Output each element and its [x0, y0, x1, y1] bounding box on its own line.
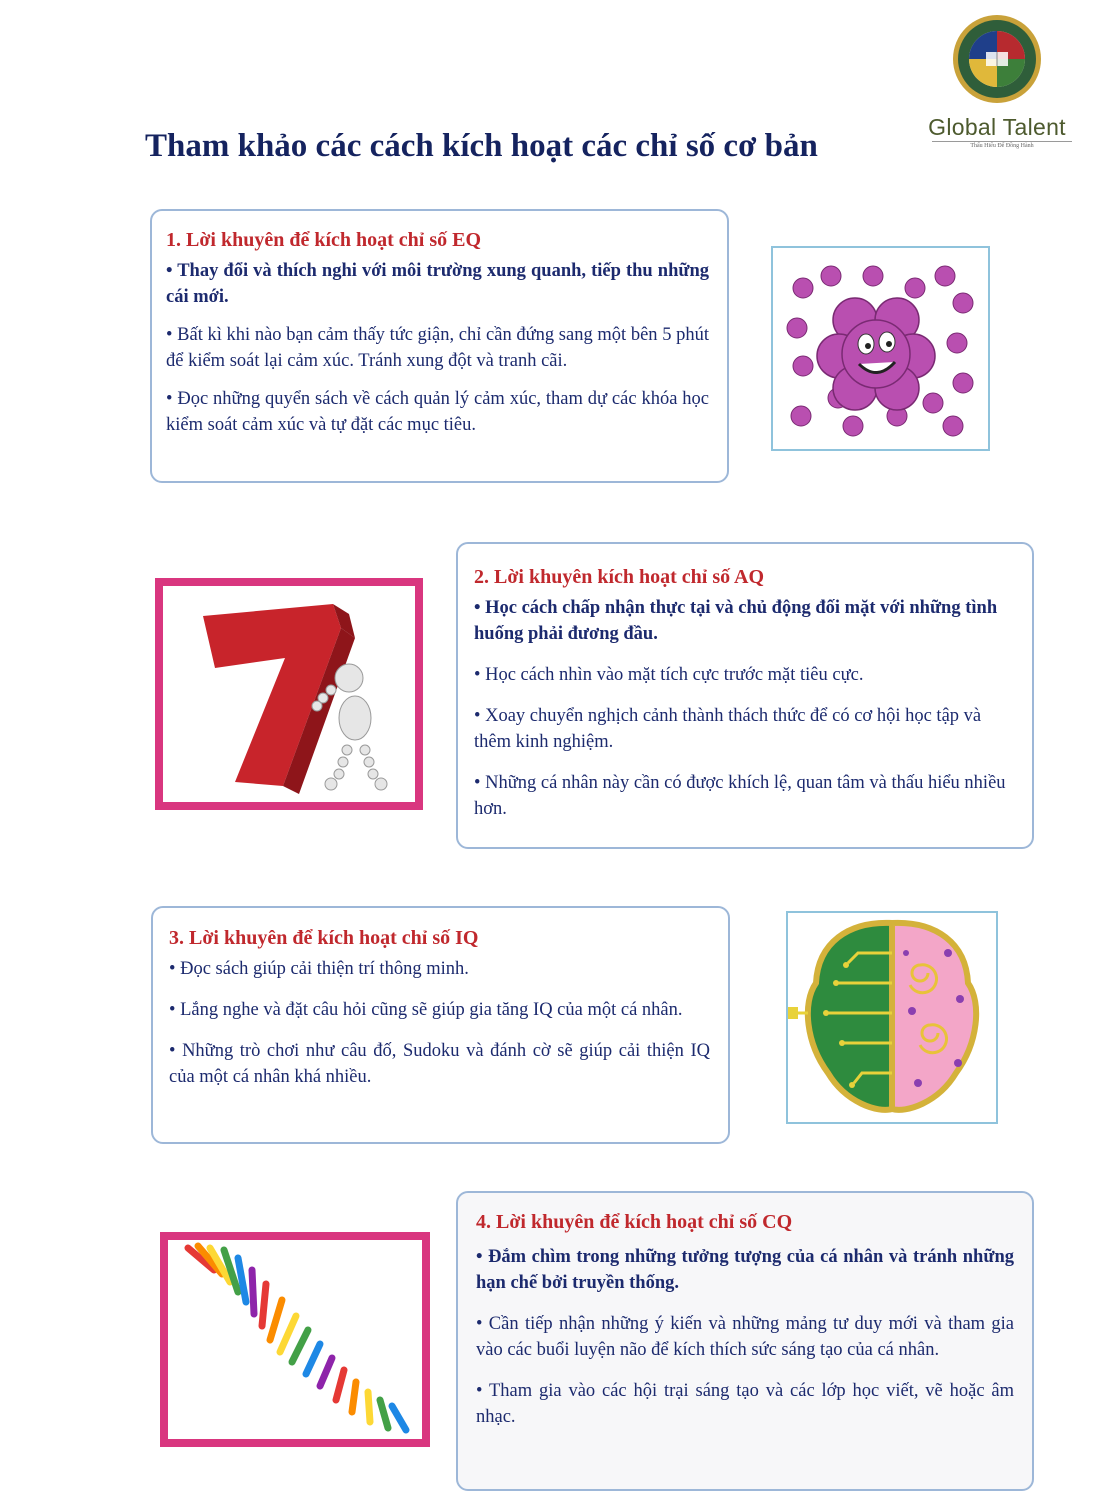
- section-iq-card: [151, 906, 730, 1144]
- number-seven-figure-illustration: [155, 578, 423, 810]
- logo-tagline: Thấu Hiểu Để Đồng Hành: [932, 141, 1072, 149]
- section-cq-card: [456, 1191, 1034, 1491]
- section-eq-item: • Bất kì khi nào bạn cảm thấy tức giận, chỉ cần đứng sang một bên 5 phút để kiểm soát lại cảm xúc. Tránh xung đột và tranh cãi.: [166, 325, 709, 371]
- section-iq-item: • Những trò chơi như câu đố, Sudoku và đánh cờ sẽ giúp cải thiện IQ của một cá nhân khá nhiều.: [169, 1041, 710, 1087]
- section-eq-item: • Đọc những quyển sách về cách quản lý cảm xúc, tham dự các khóa học kiểm soát cảm xúc và tự đặt các mục tiêu.: [166, 389, 709, 435]
- pencil-dna-illustration: [160, 1232, 430, 1447]
- section-aq-item: • Những cá nhân này cần có được khích lệ, quan tâm và thấu hiểu nhiều hơn.: [474, 773, 1006, 819]
- section-cq-title: 4. Lời khuyên để kích hoạt chỉ số CQ: [476, 1211, 793, 1233]
- section-aq-title: 2. Lời khuyên kích hoạt chỉ số AQ: [474, 566, 765, 588]
- global-talent-logo: [912, 12, 1082, 149]
- section-aq-item: • Học cách nhìn vào mặt tích cực trước mặt tiêu cực.: [474, 665, 864, 685]
- section-cq-item: • Cần tiếp nhận những ý kiến và những mảng tư duy mới và tham gia vào các buổi luyện não để kích thích sức sáng tạo của cá nhân.: [476, 1314, 1014, 1360]
- brain-illustration: [786, 911, 998, 1124]
- logo-name: Global Talent: [928, 114, 1066, 140]
- section-aq-card: [456, 542, 1034, 849]
- section-eq-card: [150, 209, 729, 483]
- section-eq-lead: • Thay đổi và thích nghi với môi trường xung quanh, tiếp thu những cái mới.: [166, 261, 709, 307]
- section-aq-lead: • Học cách chấp nhận thực tại và chủ động đối mặt với những tình huống phải đương đầu.: [474, 598, 998, 644]
- flower-emotions-illustration: [771, 246, 990, 451]
- section-iq-title: 3. Lời khuyên để kích hoạt chỉ số IQ: [169, 927, 479, 949]
- section-eq-title: 1. Lời khuyên để kích hoạt chỉ số EQ: [166, 229, 482, 251]
- page-title: Tham khảo các cách kích hoạt các chỉ số cơ bản: [145, 128, 818, 164]
- logo-emblem-icon: [950, 12, 1044, 106]
- section-cq-item: • Tham gia vào các hội trại sáng tạo và các lớp học viết, vẽ hoặc âm nhạc.: [476, 1381, 1014, 1427]
- section-iq-item: • Đọc sách giúp cải thiện trí thông minh.: [169, 959, 469, 979]
- section-iq-item: • Lắng nghe và đặt câu hỏi cũng sẽ giúp gia tăng IQ của một cá nhân.: [169, 1000, 683, 1020]
- section-cq-lead: • Đắm chìm trong những tưởng tượng của cá nhân và tránh những hạn chế bởi truyền thống.: [476, 1247, 1014, 1293]
- section-aq-item: • Xoay chuyển nghịch cảnh thành thách thức để có cơ hội học tập và thêm kinh nghiệm.: [474, 706, 982, 752]
